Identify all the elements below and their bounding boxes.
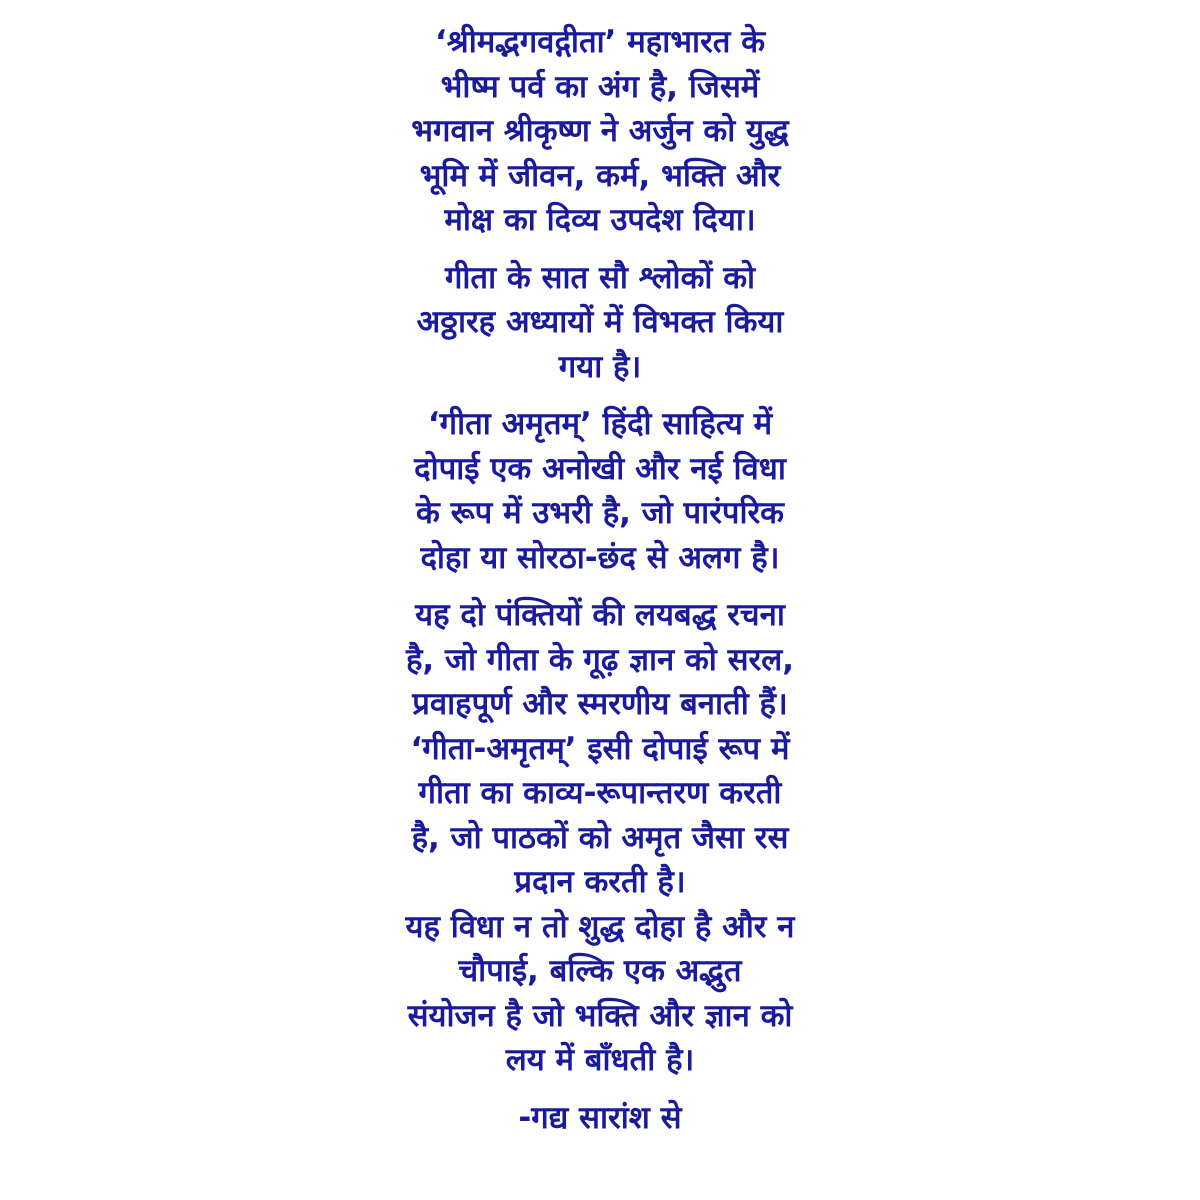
text-line: -गद्य सारांश से <box>518 1099 682 1136</box>
text-line: चौपाई, बल्कि एक अद्भुत <box>458 953 742 989</box>
text-line: लय में बाँधती है। <box>505 1042 695 1078</box>
paragraph-intro <box>320 20 880 243</box>
text-line: ‘श्रीमद्भगवद्गीता’ महाभारत के <box>434 24 766 60</box>
text-document <box>320 20 880 1180</box>
paragraph-gita-amritam <box>320 402 880 580</box>
text-line: ‘गीता-अमृतम्’ इसी दोपाई रूप में <box>410 730 790 767</box>
paragraph-gap <box>320 1083 880 1096</box>
paragraph-dopai <box>320 593 880 1083</box>
paragraph-gap <box>320 580 880 593</box>
text-line: यह दो पंक्तियों की लयबद्ध रचना <box>415 597 785 633</box>
text-line: भूमि में जीवन, कर्म, भक्ति और <box>419 157 781 194</box>
text-line: गीता के सात सौ श्लोकों को <box>444 259 756 296</box>
paragraph-shlokas <box>320 256 880 390</box>
source-attribution <box>320 1096 880 1141</box>
text-line: भगवान श्रीकृष्ण ने अर्जुन को युद्ध <box>411 113 789 149</box>
text-line: गया है। <box>558 348 642 385</box>
text-line: के रूप में उभरी है, जो पारंपरिक <box>416 495 784 531</box>
text-line: भीष्म पर्व का अंग है, जिसमें <box>440 68 760 105</box>
text-line: प्रवाहपूर्ण और स्मरणीय बनाती हैं। <box>412 686 788 722</box>
text-line: दोहा या सोरठा-छंद से अलग है। <box>420 539 780 576</box>
paragraph-gap <box>320 389 880 402</box>
paragraph-gap <box>320 243 880 256</box>
text-line: गीता का काव्य-रूपान्तरण करती <box>418 775 782 811</box>
text-line: यह विधा न तो शुद्ध दोहा है और न <box>405 908 795 945</box>
text-line: मोक्ष का दिव्य उपदेश दिया। <box>444 202 756 238</box>
text-line: संयोजन है जो भक्ति और ज्ञान को <box>407 997 793 1034</box>
text-line: दोपाई एक अनोखी और नई विधा <box>414 450 786 487</box>
text-line: अठ्ठारह अध्यायों में विभक्त किया <box>416 304 784 340</box>
text-line: है, जो गीता के गूढ़ ज्ञान को सरल, <box>405 641 795 678</box>
text-line: ‘गीता अमृतम्’ हिंदी साहित्य में <box>427 406 773 442</box>
text-line: प्रदान करती है। <box>514 864 686 900</box>
text-line: है, जो पाठकों को अमृत जैसा रस <box>411 819 789 856</box>
